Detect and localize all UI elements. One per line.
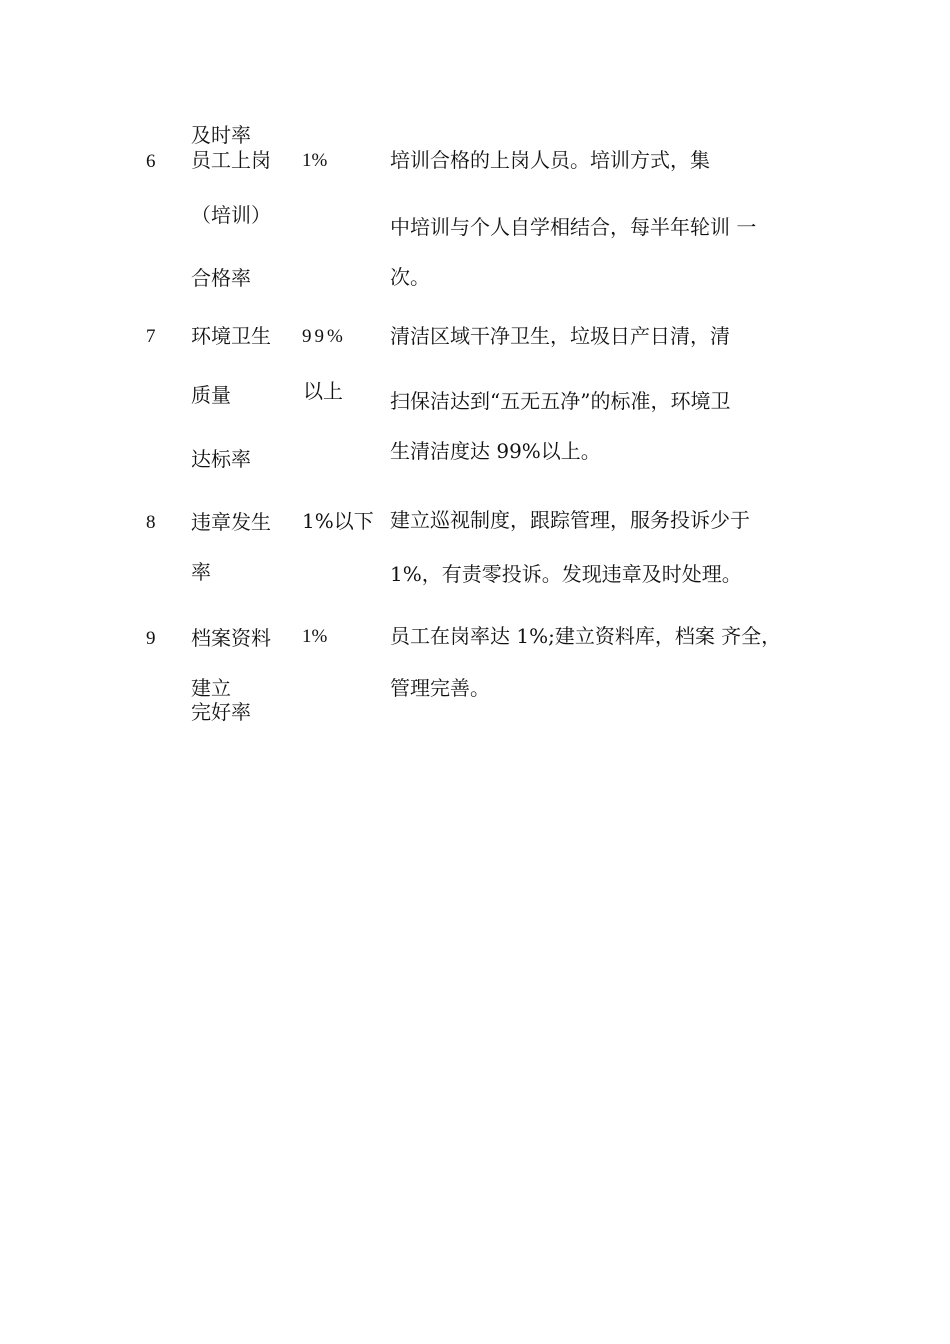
target-value: 99% [302, 326, 346, 347]
item-text: 达标率 [191, 447, 251, 471]
description-text: 清洁区域干净卫生，垃圾日产日清，清 [390, 324, 730, 348]
item-text: 完好率 [191, 700, 251, 724]
item-text: 档案资料 [191, 626, 271, 650]
description-text: 1%，有责零投诉。发现违章及时处理。 [390, 562, 742, 586]
description-text: 次。 [390, 265, 430, 289]
description-text: 扫保洁达到“五无五净”的标准，环境卫 [390, 389, 731, 413]
row-number: 9 [146, 628, 156, 649]
description-text: 管理完善。 [390, 676, 490, 700]
row-number: 8 [146, 512, 156, 533]
item-text: 合格率 [191, 266, 251, 290]
target-value: 以上 [303, 379, 343, 403]
target-value: 1% [302, 626, 328, 647]
item-text: 及时率 [191, 123, 251, 147]
item-text: 质量 [191, 383, 231, 407]
description-text: 员工在岗率达 1%;建立资料库，档案 齐全， [390, 624, 782, 648]
description-text: 建立巡视制度，跟踪管理，服务投诉少于 [390, 508, 750, 532]
item-text: 建立 [191, 676, 231, 700]
target-value: 1%以下 [302, 509, 374, 533]
target-value: 1% [302, 150, 328, 171]
description-text: 生清洁度达 99%以上。 [390, 439, 601, 463]
row-number: 7 [146, 326, 156, 347]
description-text: 中培训与个人自学相结合，每半年轮训 一 [390, 215, 757, 239]
description-text: 培训合格的上岗人员。培训方式，集 [390, 148, 710, 172]
row-number: 6 [146, 151, 156, 172]
item-text: （培训） [191, 203, 271, 227]
item-text: 违章发生 [191, 510, 271, 534]
item-text: 率 [191, 560, 211, 584]
item-text: 环境卫生 [191, 324, 271, 348]
item-text: 员工上岗 [191, 148, 271, 172]
